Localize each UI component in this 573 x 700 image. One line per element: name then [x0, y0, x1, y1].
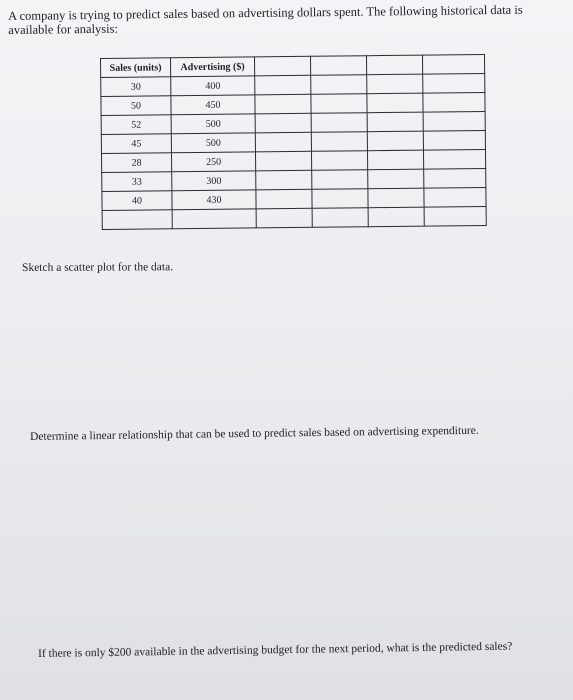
sales-cell: 50: [101, 96, 171, 116]
advertising-cell: 430: [172, 190, 256, 210]
question-predicted-sales: If there is only $200 available in the advertising budget for the next period, what is the predicted sales?: [38, 640, 513, 660]
empty-cell: [366, 55, 422, 75]
empty-cell: [423, 149, 485, 169]
empty-cell: [311, 113, 367, 133]
empty-cell: [368, 169, 424, 189]
table-row: [102, 206, 486, 229]
empty-cell: [312, 208, 368, 228]
sales-cell: 33: [102, 172, 172, 192]
empty-cell: [255, 113, 311, 133]
empty-cell: [423, 92, 485, 112]
advertising-cell: 400: [171, 76, 255, 96]
empty-cell: [368, 207, 424, 227]
empty-cell: [423, 73, 485, 93]
advertising-cell: 500: [171, 133, 255, 153]
empty-cell: [424, 206, 486, 226]
empty-cell: [424, 168, 486, 188]
empty-cell: [367, 93, 423, 113]
empty-cell: [367, 150, 423, 170]
empty-cell: [367, 112, 423, 132]
sales-cell: 45: [101, 134, 171, 154]
data-table-container: [100, 54, 487, 230]
empty-cell: [311, 94, 367, 114]
advertising-cell: 300: [172, 171, 256, 191]
empty-cell: [310, 56, 366, 76]
empty-cell: [256, 189, 312, 209]
empty-cell: [368, 188, 424, 208]
sales-cell: 30: [101, 77, 171, 97]
empty-cell: [367, 131, 423, 151]
question-scatter-plot: Sketch a scatter plot for the data.: [22, 261, 174, 274]
empty-cell: [423, 111, 485, 131]
empty-cell: [312, 189, 368, 209]
advertising-cell: 500: [171, 114, 255, 134]
empty-cell: [255, 75, 311, 95]
question-linear-relationship: Determine a linear relationship that can be used to predict sales based on advertising expenditure.: [30, 424, 479, 443]
empty-cell: [423, 130, 485, 150]
empty-cell: [172, 209, 256, 229]
sales-cell: 28: [102, 153, 172, 173]
empty-cell: [256, 170, 312, 190]
header-sales: Sales (units): [101, 58, 171, 78]
empty-cell: [312, 170, 368, 190]
empty-cell: [255, 132, 311, 152]
empty-cell: [311, 75, 367, 95]
empty-cell: [367, 74, 423, 94]
empty-cell: [255, 94, 311, 114]
header-advertising: Advertising ($): [171, 57, 255, 77]
sales-cell: 40: [102, 191, 172, 211]
empty-cell: [102, 210, 172, 230]
advertising-cell: 250: [171, 152, 255, 172]
empty-cell: [422, 54, 484, 74]
empty-cell: [255, 151, 311, 171]
empty-cell: [311, 132, 367, 152]
data-table: [100, 54, 487, 230]
advertising-cell: 450: [171, 95, 255, 115]
sales-cell: 52: [101, 115, 171, 135]
problem-intro: A company is trying to predict sales based on advertising dollars spent. The following historical data is available for analysis:: [8, 2, 523, 37]
empty-cell: [256, 208, 312, 228]
empty-cell: [311, 151, 367, 171]
empty-cell: [424, 187, 486, 207]
empty-cell: [254, 56, 310, 76]
